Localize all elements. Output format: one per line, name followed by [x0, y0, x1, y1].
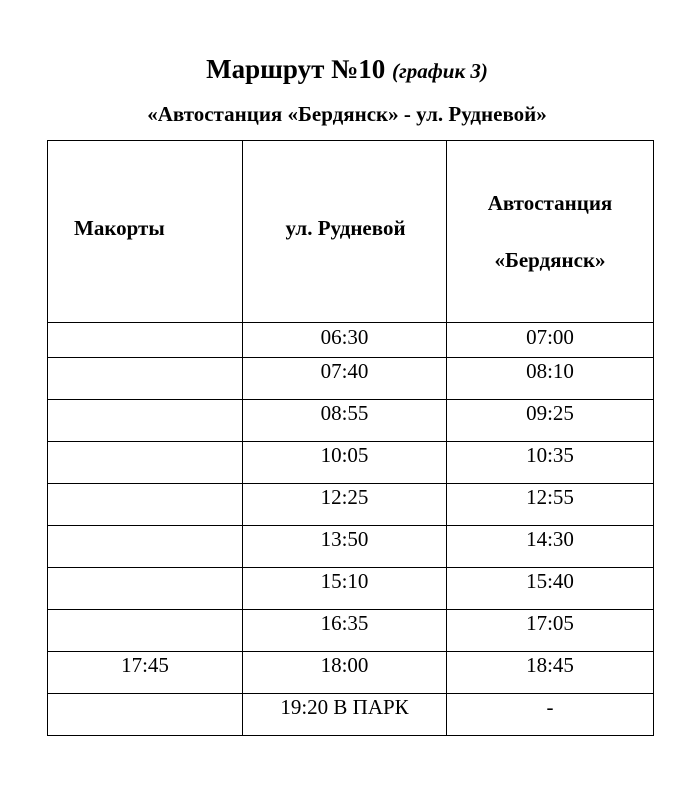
- table-row: [48, 610, 654, 652]
- table-cell: [48, 694, 243, 736]
- table-cell: -: [447, 694, 654, 736]
- table-cell: 19:20 В ПАРК: [243, 694, 447, 736]
- table-header-row: [48, 141, 654, 323]
- table-cell: [48, 610, 243, 652]
- schedule-table: [47, 140, 654, 736]
- column-header-makorty: Макорты: [48, 141, 243, 323]
- table-row: [48, 442, 654, 484]
- table-cell: [48, 400, 243, 442]
- table-cell: 14:30: [447, 526, 654, 568]
- table-cell: 06:30: [243, 323, 447, 358]
- table-row: [48, 694, 654, 736]
- table-cell: 07:00: [447, 323, 654, 358]
- table-cell: [48, 442, 243, 484]
- route-subtitle: «Автостанция «Бердянск» - ул. Рудневой»: [147, 102, 547, 126]
- table-row: [48, 484, 654, 526]
- table-cell: 09:25: [447, 400, 654, 442]
- table-cell: 12:25: [243, 484, 447, 526]
- table-cell: [48, 484, 243, 526]
- schedule-note: (график 3): [392, 59, 488, 83]
- table-cell: 17:05: [447, 610, 654, 652]
- table-cell: 18:45: [447, 652, 654, 694]
- table-cell: [48, 358, 243, 400]
- table-cell: 18:00: [243, 652, 447, 694]
- table-cell: 13:50: [243, 526, 447, 568]
- route-title: Маршрут №10: [206, 54, 386, 84]
- table-cell: [48, 526, 243, 568]
- table-cell: 10:05: [243, 442, 447, 484]
- table-cell: 16:35: [243, 610, 447, 652]
- table-row: [48, 323, 654, 358]
- table-row: [48, 358, 654, 400]
- page-title: [0, 49, 694, 91]
- column-header-avtostantsiya: [447, 141, 654, 323]
- table-cell: 12:55: [447, 484, 654, 526]
- table-row: [48, 568, 654, 610]
- table-cell: 08:55: [243, 400, 447, 442]
- column-header-line-1: Автостанция: [487, 191, 613, 215]
- column-header-line-2: «Бердянск»: [494, 248, 606, 272]
- table-cell: 10:35: [447, 442, 654, 484]
- table-cell: 08:10: [447, 358, 654, 400]
- table-row: [48, 526, 654, 568]
- table-cell: 15:10: [243, 568, 447, 610]
- table-cell: [48, 568, 243, 610]
- table-row: [48, 400, 654, 442]
- table-cell: [48, 323, 243, 358]
- table-cell: 15:40: [447, 568, 654, 610]
- table-cell: 17:45: [48, 652, 243, 694]
- column-header-rudnevoi: ул. Рудневой: [243, 141, 447, 323]
- table-cell: 07:40: [243, 358, 447, 400]
- table-row: [48, 652, 654, 694]
